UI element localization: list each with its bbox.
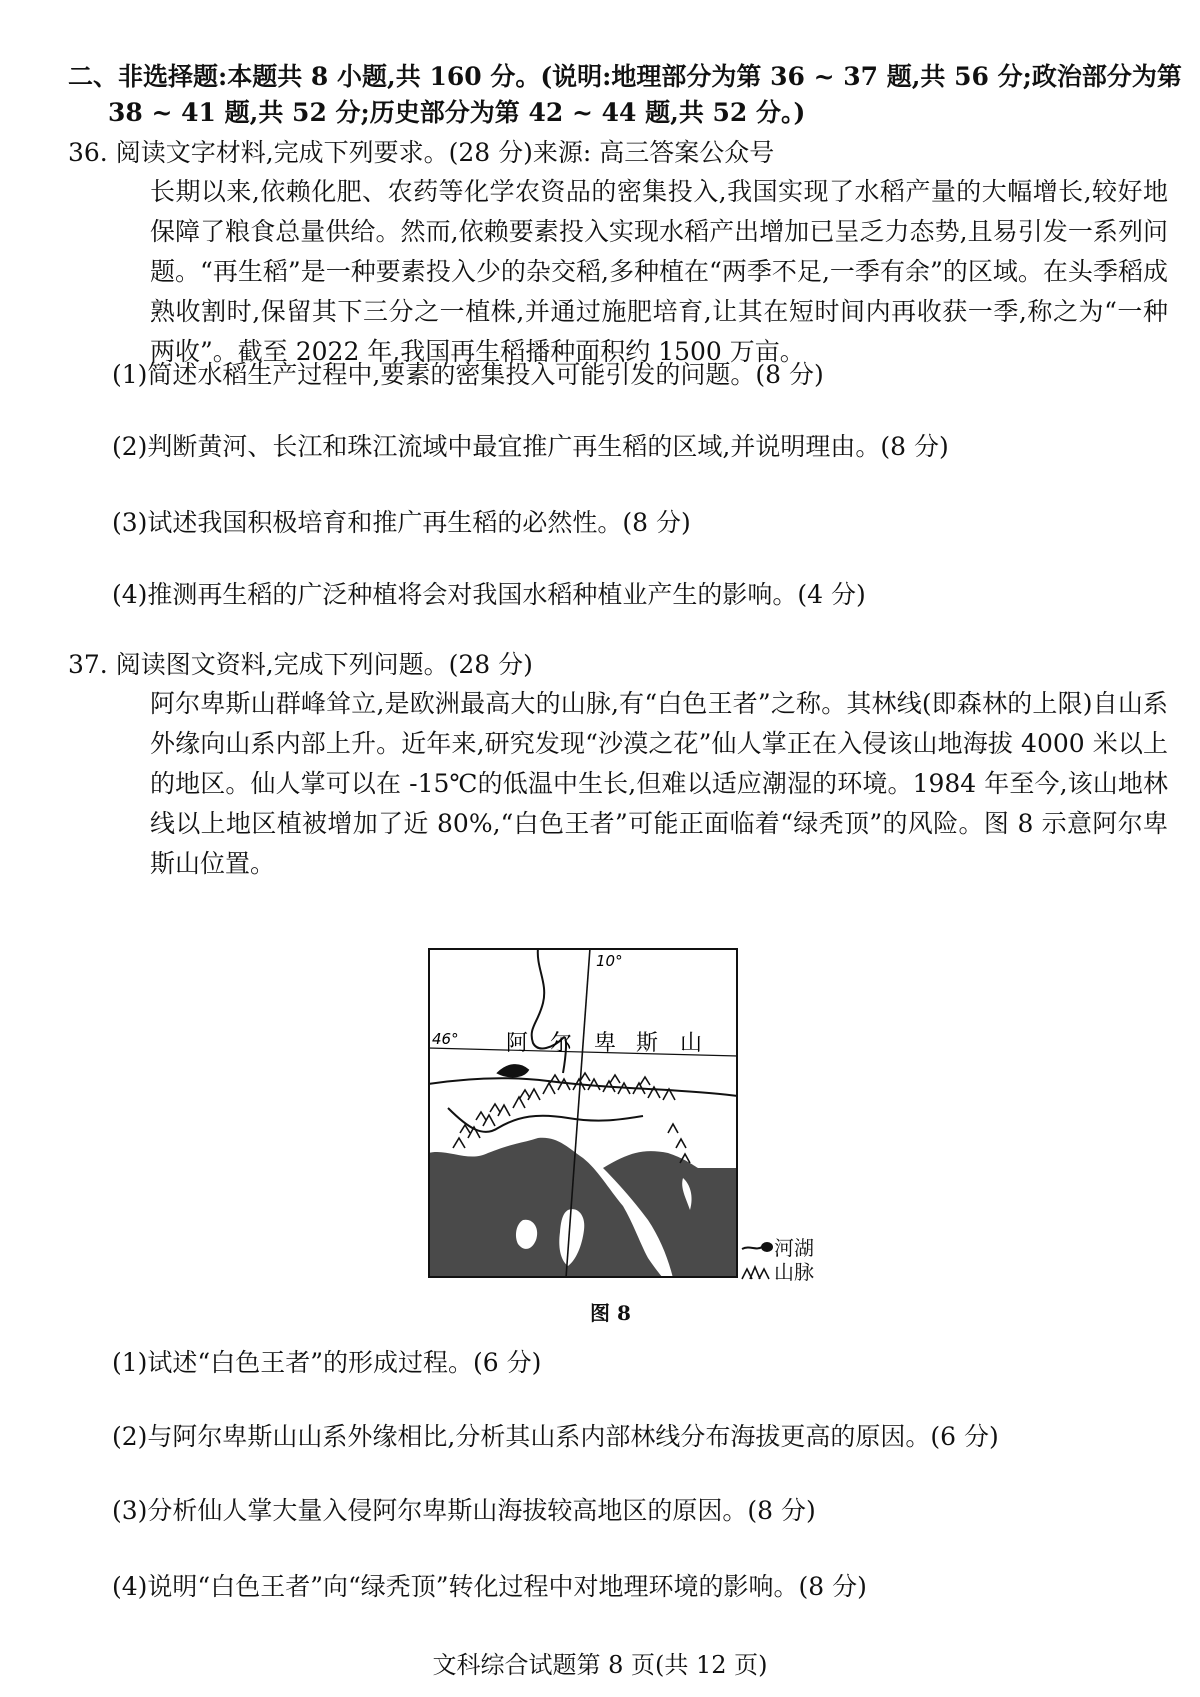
q36-item-1: (1)简述水稻生产过程中,要素的密集投入可能引发的问题。(8 分): [112, 360, 824, 389]
map-legend: [740, 1236, 814, 1284]
alps-location-map: [428, 948, 738, 1278]
q37-material: [110, 684, 1168, 884]
section-heading-line1: 二、非选择题:本题共 8 小题,共 160 分。(说明:地理部分为第 36 ~ 37 题,共 56 分;政治部分为第: [68, 62, 1182, 91]
mountain-label-char-2: 尔: [550, 1031, 573, 1056]
q37-material-text: 阿尔卑斯山群峰耸立,是欧洲最高大的山脉,有“白色王者”之称。其林线(即森林的上限)自山系外缘向山系内部上升。近年来,研究发现“沙漠之花”仙人掌正在入侵该山地海拔 4000 米以上的地区。仙人掌可以在 -15℃的低温中生长,但难以适应潮湿的环境。1984 年至今,该山地林线以上地区植被增加了近 80%,“白色王者”可能正面临着“绿秃顶”的风险。图 8 示意阿尔卑斯山位置。: [150, 689, 1168, 878]
q36-item-2: (2)判断黄河、长江和珠江流域中最宜推广再生稻的区域,并说明理由。(8 分): [112, 432, 949, 461]
legend-mountain-label: 山脉: [774, 1260, 814, 1284]
longitude-label: 10°: [596, 952, 623, 970]
q37-item-4: (4)说明“白色王者”向“绿秃顶”转化过程中对地理环境的影响。(8 分): [112, 1572, 867, 1601]
q36-material-text: 长期以来,依赖化肥、农药等化学农资品的密集投入,我国实现了水稻产量的大幅增长,较好地保障了粮食总量供给。然而,依赖要素投入实现水稻产出增加已呈乏力态势,且易引发一系列问题。“再生稻”是一种要素投入少的杂交稻,多种植在“两季不足,一季有余”的区域。在头季稻成熟收割时,保留其下三分之一植株,并通过施肥培育,让其在短时间内再收获一季,称之为“一种两收”。截至 2022 年,我国再生稻播种面积约 1500 万亩。: [150, 177, 1168, 366]
legend-river-lake: [740, 1236, 814, 1260]
q36-material: [110, 172, 1168, 372]
section-heading-line2: 38 ~ 41 题,共 52 分;历史部分为第 42 ~ 44 题,共 52 分。): [108, 98, 806, 127]
q36-header: 36. 阅读文字材料,完成下列要求。(28 分)来源: 高三答案公众号: [68, 138, 775, 167]
figure-caption: 图 8: [590, 1301, 631, 1325]
q37-item-3: (3)分析仙人掌大量入侵阿尔卑斯山海拔较高地区的原因。(8 分): [112, 1496, 816, 1525]
mountain-icon: [740, 1263, 774, 1281]
q36-item-3: (3)试述我国积极培育和推广再生稻的必然性。(8 分): [112, 508, 691, 537]
mountain-label-char-1: 阿: [506, 1031, 529, 1056]
page-footer: 文科综合试题第 8 页(共 12 页): [432, 1651, 768, 1679]
mountain-label-char-5: 山: [680, 1031, 703, 1056]
q37-item-1: (1)试述“白色王者”的形成过程。(6 分): [112, 1348, 542, 1377]
q37-item-2: (2)与阿尔卑斯山山系外缘相比,分析其山系内部林线分布海拔更高的原因。(6 分): [112, 1422, 999, 1451]
q37-header: 37. 阅读图文资料,完成下列问题。(28 分): [68, 650, 533, 679]
sea-area: [428, 1138, 738, 1278]
mountain-label-char-3: 卑: [594, 1031, 617, 1056]
mountain-label-char-4: 斯: [636, 1031, 659, 1056]
legend-river-lake-label: 河湖: [774, 1236, 814, 1260]
latitude-label: 46°: [432, 1030, 459, 1048]
legend-mountain: [740, 1260, 814, 1284]
q36-item-4: (4)推测再生稻的广泛种植将会对我国水稻种植业产生的影响。(4 分): [112, 580, 866, 609]
river-lake-icon: [740, 1239, 774, 1257]
